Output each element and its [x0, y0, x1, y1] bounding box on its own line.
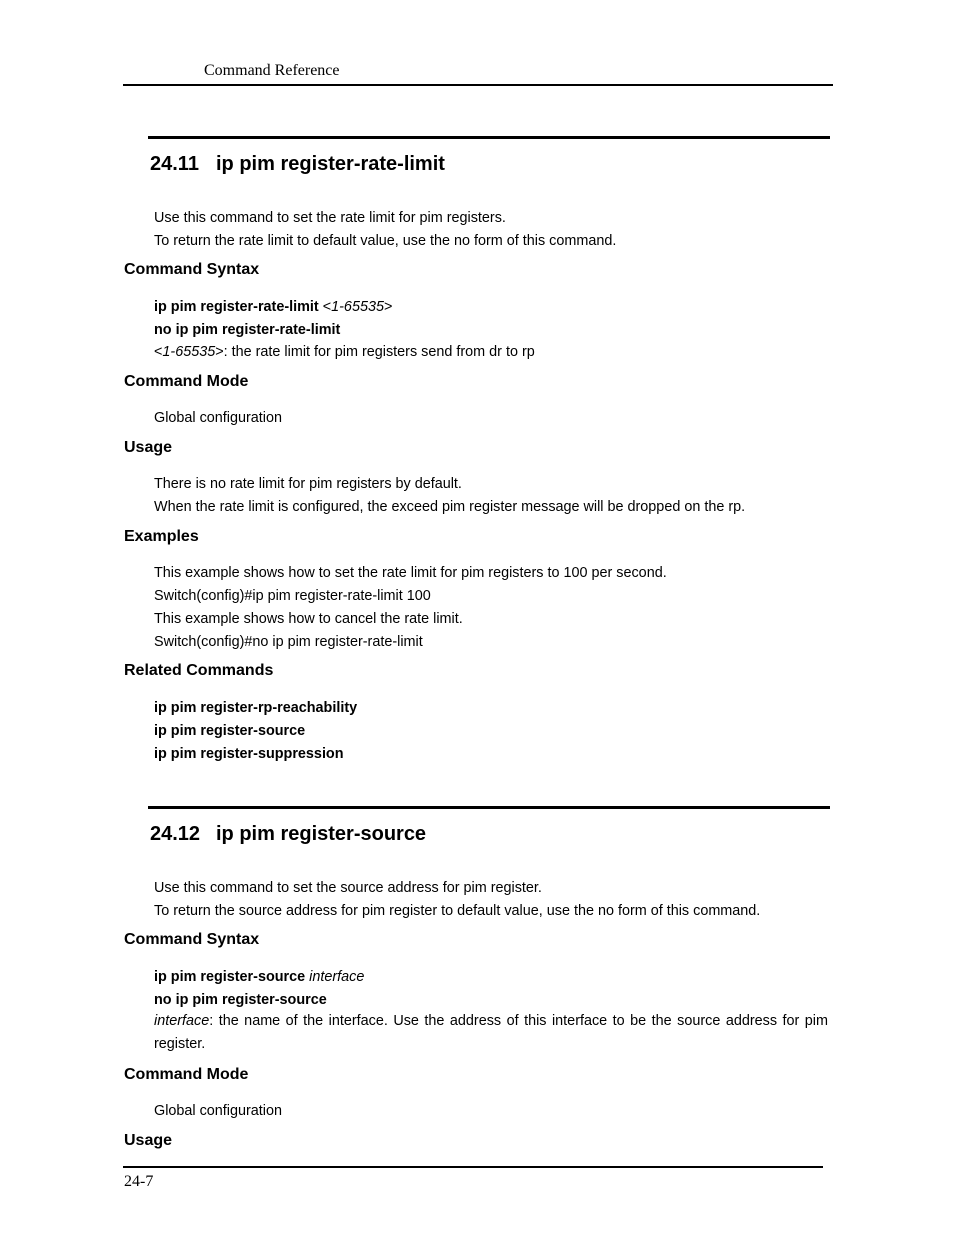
related-command: ip pim register-source	[154, 723, 306, 739]
footer-rule	[123, 1166, 823, 1168]
section-number: 24.11	[150, 153, 199, 175]
running-header: Command Reference	[204, 62, 340, 79]
param-argument: 1-65535	[162, 344, 216, 360]
section-title	[150, 823, 426, 846]
related-command: ip pim register-rp-reachability	[154, 700, 358, 716]
section-number: 24.12	[150, 823, 201, 845]
intro-line: To return the rate limit to default value, use the no form of this command.	[154, 233, 617, 249]
usage-line: When the rate limit is configured, the exceed pim register message will be dropped on the rp.	[154, 499, 746, 515]
parameter-description	[154, 1010, 828, 1056]
intro-line: Use this command to set the rate limit for pim registers.	[154, 210, 506, 226]
subheading-related-commands: Related Commands	[124, 662, 274, 679]
syntax-bracket: <	[318, 299, 332, 315]
intro-line: To return the source address for pim register to default value, use the no form of this command.	[154, 903, 761, 919]
intro-line: Use this command to set the source address for pim register.	[154, 880, 542, 896]
param-text: : the name of the interface. Use the address of this interface to be the source address for pim register.	[154, 1013, 828, 1052]
subheading-command-mode: Command Mode	[124, 1066, 249, 1083]
page-number: 24-7	[124, 1173, 154, 1190]
usage-line: There is no rate limit for pim registers by default.	[154, 476, 462, 492]
section-rule	[148, 806, 830, 809]
syntax-command: no ip pim register-source	[154, 992, 327, 1008]
example-line: Switch(config)#no ip pim register-rate-limit	[154, 634, 423, 650]
syntax-argument: interface	[309, 969, 365, 985]
example-line: This example shows how to cancel the rate limit.	[154, 611, 463, 627]
example-line: This example shows how to set the rate limit for pim registers to 100 per second.	[154, 565, 667, 581]
subheading-usage: Usage	[124, 439, 173, 456]
parameter-description	[154, 343, 535, 361]
syntax-command: no ip pim register-rate-limit	[154, 322, 341, 338]
section-name: ip pim register-source	[216, 823, 427, 845]
example-line: Switch(config)#ip pim register-rate-limit 100	[154, 588, 431, 604]
subheading-examples: Examples	[124, 528, 199, 545]
subheading-command-syntax: Command Syntax	[124, 261, 260, 278]
syntax-bracket: >	[383, 299, 393, 315]
param-text: >: the rate limit for pim registers send from dr to rp	[215, 344, 535, 360]
param-bracket: <	[154, 344, 163, 360]
syntax-command: ip pim register-rate-limit	[154, 299, 319, 315]
subheading-command-mode: Command Mode	[124, 373, 249, 390]
syntax-command: ip pim register-source	[154, 969, 306, 985]
subheading-usage: Usage	[124, 1132, 173, 1149]
section-title	[150, 153, 445, 176]
section-rule	[148, 136, 830, 139]
header-rule	[123, 84, 833, 86]
related-command: ip pim register-suppression	[154, 746, 344, 762]
syntax-line	[154, 298, 392, 316]
command-mode-text: Global configuration	[154, 1103, 282, 1119]
syntax-argument: 1-65535	[331, 299, 384, 315]
command-mode-text: Global configuration	[154, 410, 282, 426]
param-argument: interface	[154, 1013, 210, 1029]
syntax-line	[154, 968, 364, 986]
section-name: ip pim register-rate-limit	[216, 153, 445, 175]
subheading-command-syntax: Command Syntax	[124, 931, 260, 948]
